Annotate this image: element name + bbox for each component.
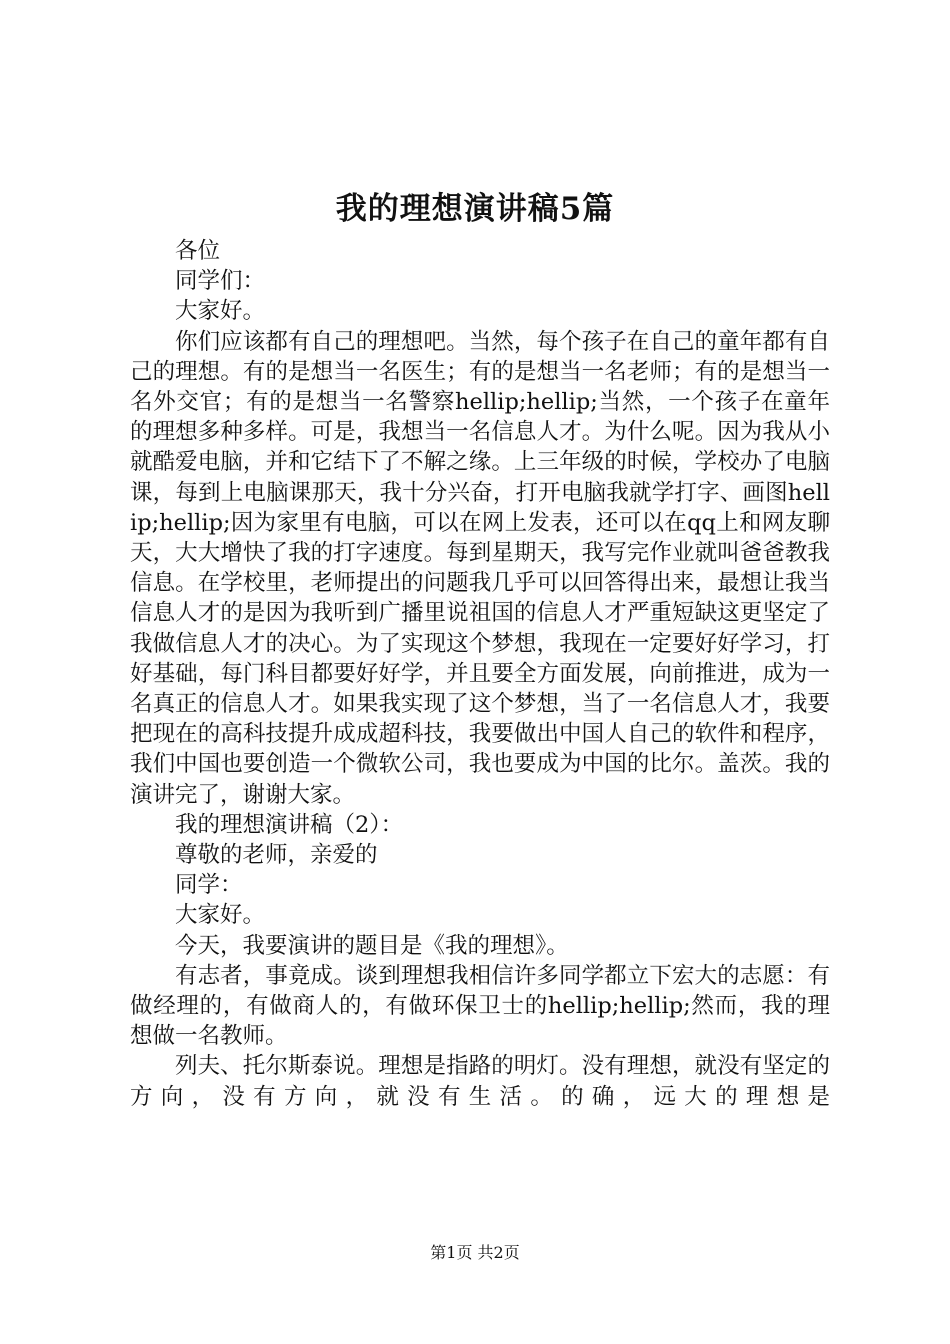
- paragraph: 我的理想演讲稿（2）：: [175, 811, 404, 838]
- paragraph: 列夫、托尔斯泰说。理想是指路的明灯。没有理想，就没有坚定的方向，没有方向，就没有生活。的确，远大的理想是: [130, 1053, 830, 1110]
- document-title: 我的理想演讲稿5篇: [335, 191, 615, 227]
- paragraph: 你们应该都有自己的理想吧。当然，每个孩子在自己的童年都有自己的理想。有的是想当一名医生；有的是想当一名老师；有的是想当一名外交官；有的是想当一名警察hellip;hellip;当然，一个孩子在童年的理想多种多样。可是，我想当一名信息人才。为什么呢。因为我从小就酷爱电脑，并和它结下了不解之缘。上三年级的时候，学校办了电脑课，每到上电脑课那天，我十分兴奋，打开电脑我就学打字、画图hellip;hellip;因为家里有电脑，可以在网上发表，还可以在qq上和网友聊天，大大增快了我的打字速度。每到星期天，我写完作业就叫爸爸教我信息。在学校里，老师提出的问题我几乎可以回答得出来，最想让我当信息人才的是因为我听到广播里说祖国的信息人才严重短缺这更坚定了我做信息人才的决心。为了实现这个梦想，我现在一定要好好学习，打好基础，每门科目都要好好学，并且要全方面发展，向前推进，成为一名真正的信息人才。如果我实现了这个梦想，当了一名信息人才，我要把现在的高科技提升成成超科技，我要做出中国人自己的软件和程序，我们中国也要创造一个微软公司，我也要成为中国的比尔。盖茨。我的演讲完了，谢谢大家。: [130, 328, 830, 808]
- paragraph: 大家好。: [175, 298, 266, 325]
- paragraph: 大家好。: [175, 902, 266, 929]
- document-body: [130, 236, 830, 1112]
- paragraph: 各位: [175, 238, 221, 264]
- paragraph: 同学们：: [175, 268, 266, 295]
- paragraph: 有志者，事竟成。谈到理想我相信许多同学都立下宏大的志愿：有做经理的，有做商人的，有做环保卫士的hellip;hellip;然而，我的理想做一名教师。: [130, 962, 830, 1050]
- page-footer: 第1页 共2页: [430, 1243, 520, 1262]
- paragraph: 今天，我要演讲的题目是《我的理想》。: [175, 932, 569, 959]
- paragraph: 同学：: [175, 872, 243, 899]
- paragraph: 尊敬的老师，亲爱的: [175, 842, 378, 869]
